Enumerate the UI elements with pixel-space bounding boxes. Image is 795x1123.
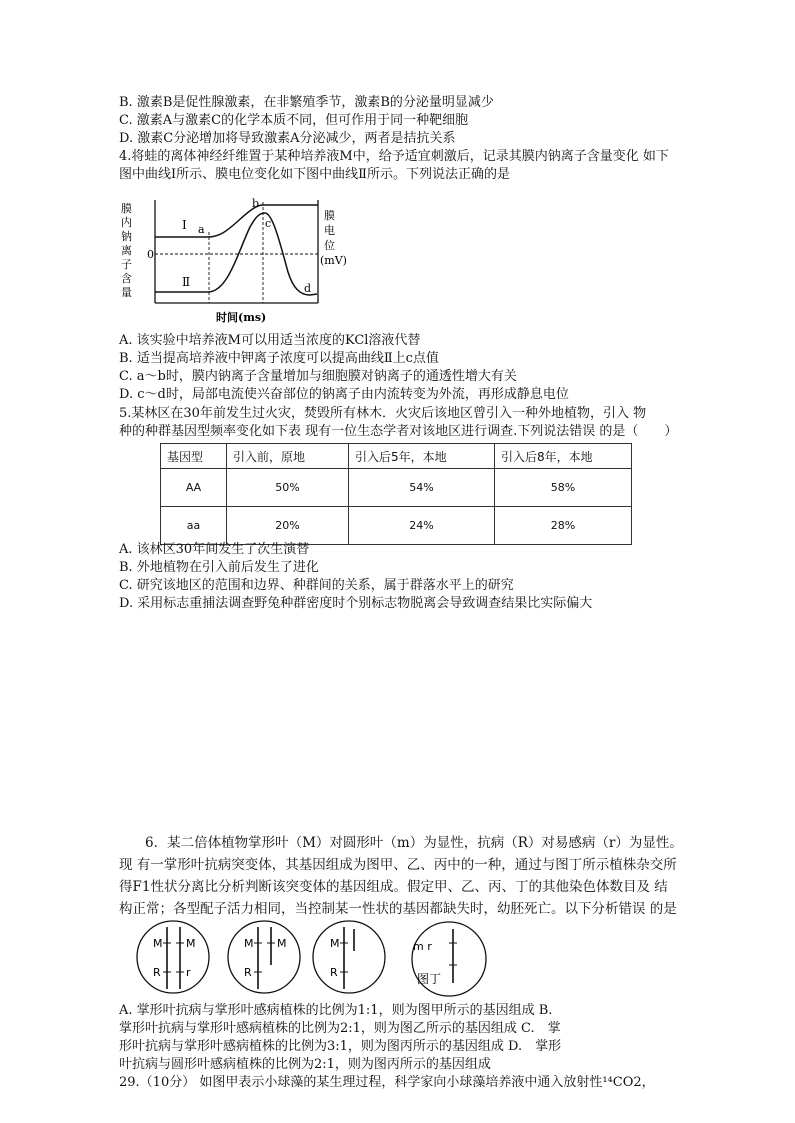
- left-label-char: 含: [121, 272, 132, 285]
- table-cell: 54%: [349, 469, 495, 507]
- q4-option-c: C. a～b时，膜内钠离子含量增加与细胞膜对钠离子的通透性增大有关: [119, 369, 517, 384]
- table-cell: 20%: [227, 507, 349, 545]
- table-header-row: [161, 444, 632, 469]
- q4-option-d: D. c～d时，局部电流使兴奋部位的钠离子由内流转变为外流，再形成静息电位: [119, 387, 569, 402]
- q3-option-d: D. 激素C分泌增加将导致激素A分泌减少，两者是拮抗关系: [119, 131, 456, 146]
- table-cell: 58%: [495, 469, 632, 507]
- gene-label: M: [277, 937, 287, 950]
- cell-bing: [313, 921, 385, 993]
- point-c-label: c: [265, 217, 272, 230]
- zero-label: 0: [147, 248, 154, 261]
- right-label-char: 位: [324, 239, 335, 252]
- q29-stem: 29.（10分） 如图甲表示小球藻的某生理过程，科学家向小球藻培养液中通入放射性¹⁴CO2，: [119, 1075, 655, 1090]
- genotype-frequency-table: [160, 443, 632, 545]
- table-row: [161, 507, 632, 545]
- left-label-char: 钠: [121, 230, 132, 243]
- q4-stem-line1: 4.将蛙的离体神经纤维置于某种培养液M中，给予适宜刺激后，记录其膜内钠离子含量变化 如下: [119, 149, 669, 164]
- q5-option-a: A. 该林区30年间发生了次生演替: [119, 542, 310, 557]
- q3-option-b: B. 激素B是促性腺激素，在非繁殖季节，激素B的分泌量明显减少: [119, 95, 494, 110]
- table-header: 引入后8年，本地: [495, 444, 632, 469]
- gene-label: M: [244, 937, 254, 950]
- left-axis-label: [121, 201, 132, 299]
- table-row: [161, 469, 632, 507]
- left-label-char: 子: [121, 258, 132, 271]
- q3-option-c: C. 激素A与激素C的化学本质不同，但可作用于同一种靶细胞: [119, 113, 469, 128]
- q6-stem-line2: 现 有一掌形叶抗病突变体，其基因组成为图甲、乙、丙中的一种，通过与图丁所示植株杂交所: [119, 857, 677, 873]
- q5-option-c: C. 研究该地区的范围和边界、种群间的关系，属于群落水平上的研究: [119, 578, 514, 593]
- right-label-char: 膜: [324, 209, 335, 222]
- q6-option-a: A. 掌形叶抗病与掌形叶感病植株的比例为1:1，则为图甲所示的基因组成 B.: [119, 1003, 553, 1018]
- table-header: 引入后5年，本地: [349, 444, 495, 469]
- gene-label: m r: [413, 940, 432, 953]
- q5-stem-line2: 种的种群基因型频率变化如下表 现有一位生态学者对该地区进行调查.下列说法错误 的是（ ）: [119, 424, 678, 439]
- table-cell: 50%: [227, 469, 349, 507]
- left-label-char: 量: [121, 286, 132, 299]
- gene-label: R: [153, 966, 161, 979]
- figure-ding-label: 图丁: [417, 972, 442, 986]
- point-a-label: a: [198, 223, 205, 236]
- table-header: 基因型: [161, 444, 227, 469]
- gene-label: M: [186, 937, 196, 950]
- q6-option-d: 叶抗病与圆形叶感病植株的比例为2:1，则为图丙所示的基因组成: [119, 1057, 491, 1072]
- chromosome-figures: [135, 915, 495, 1005]
- q5-stem-line1: 5.某林区在30年前发生过火灾，焚毁所有林木．火灾后该地区曾引入一种外地植物，引入 物: [119, 406, 647, 421]
- point-b-label: b: [252, 197, 260, 210]
- q6-stem-line3: 得F1性状分离比分析判断该突变体的基因组成。假定甲、乙、丙、丁的其他染色体数目及 结: [119, 879, 668, 895]
- right-label-char: (mV): [320, 254, 347, 267]
- q6-option-b: 掌形叶抗病与掌形叶感病植株的比例为2:1，则为图乙所示的基因组成 C. 掌: [119, 1021, 561, 1036]
- q6-stem-line4: 构正常；各型配子活力相同，当控制某一性状的基因都缺失时，幼胚死亡。以下分析错误 的是: [119, 901, 677, 917]
- left-label-char: 内: [121, 216, 132, 229]
- table-cell: aa: [161, 507, 227, 545]
- gene-label: M: [153, 937, 163, 950]
- q4-stem-line2: 图中曲线Ⅰ所示、膜电位变化如下图中曲线Ⅱ所示。下列说法正确的是: [119, 167, 510, 182]
- x-axis-label: 时间(ms): [216, 311, 267, 324]
- cell-ding: [412, 922, 486, 996]
- cell-jia: [137, 921, 209, 993]
- curve-1-label: Ⅰ: [182, 218, 187, 232]
- q6-stem-line1: 6．某二倍体植物掌形叶（M）对圆形叶（m）为显性，抗病（R）对易感病（r）为显性。: [145, 835, 683, 851]
- gene-label: M: [330, 937, 340, 950]
- table-cell: 24%: [349, 507, 495, 545]
- q5-option-b: B. 外地植物在引入前后发生了进化: [119, 560, 319, 575]
- q4-option-b: B. 适当提高培养液中钾离子浓度可以提高曲线Ⅱ上c点值: [119, 351, 439, 366]
- gene-label: R: [330, 966, 338, 979]
- left-label-char: 膜: [121, 202, 132, 215]
- right-label-char: 电: [324, 224, 335, 237]
- table-cell: AA: [161, 469, 227, 507]
- q4-option-a: A. 该实验中培养液M可以用适当浓度的KCl溶液代替: [119, 333, 421, 348]
- gene-label: R: [244, 966, 252, 979]
- cell-yi: [228, 921, 300, 993]
- membrane-potential-graph: [118, 192, 348, 327]
- q5-option-d: D. 采用标志重捕法调查野兔种群密度时个别标志物脱离会导致调查结果比实际偏大: [119, 596, 593, 611]
- table-cell: 28%: [495, 507, 632, 545]
- gene-label: r: [186, 966, 191, 979]
- table-header: 引入前，原地: [227, 444, 349, 469]
- curve-1: [155, 205, 318, 237]
- right-axis-label: [320, 208, 347, 267]
- curve-2-label: Ⅱ: [182, 275, 191, 289]
- q6-option-c: 形叶抗病与掌形叶感病植株的比例为3:1，则为图丙所示的基因组成 D. 掌形: [119, 1039, 562, 1054]
- point-d-label: d: [304, 282, 312, 295]
- left-label-char: 离: [121, 244, 132, 257]
